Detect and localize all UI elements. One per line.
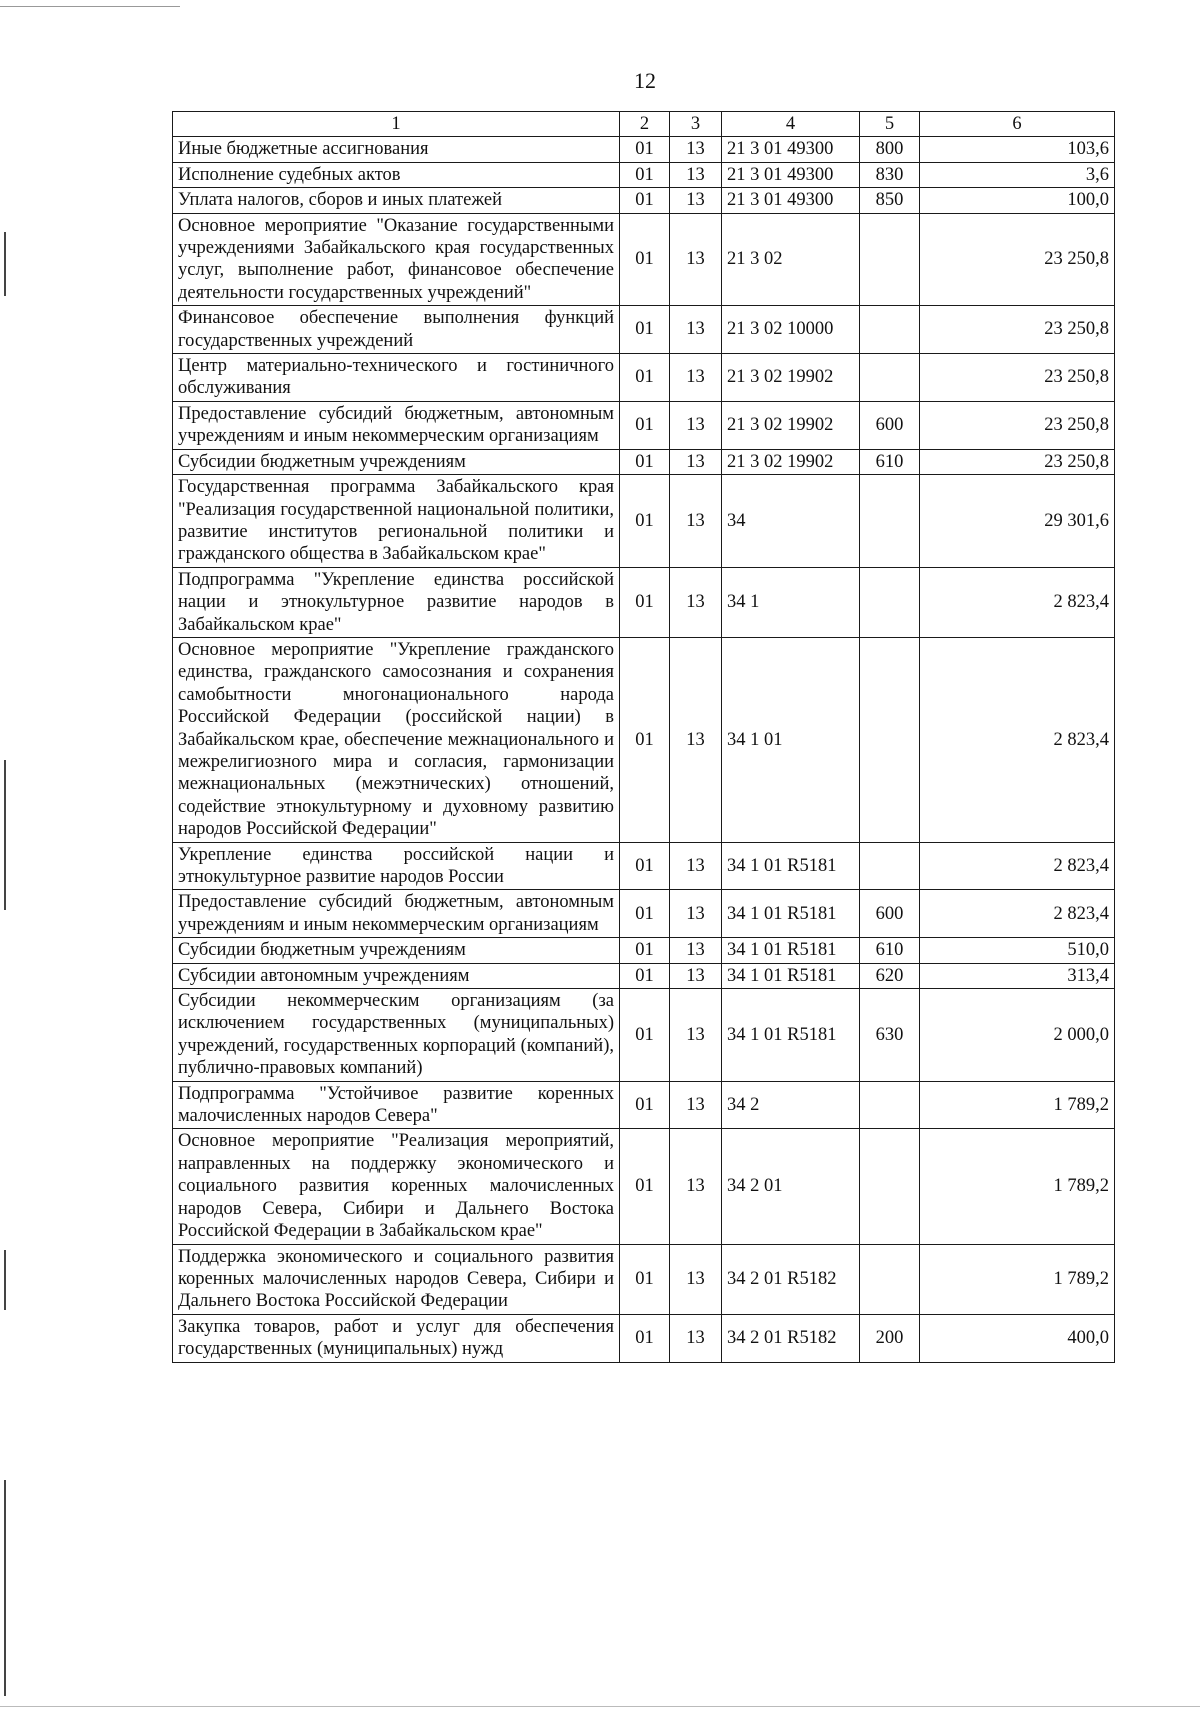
target-article-cell: 21 3 01 49300 bbox=[722, 188, 860, 213]
expense-type-cell bbox=[860, 637, 920, 842]
subsection-code-cell: 13 bbox=[670, 162, 722, 187]
row-name-cell: Уплата налогов, сборов и иных платежей bbox=[173, 188, 620, 213]
row-name-cell: Субсидии бюджетным учреждениям bbox=[173, 449, 620, 474]
amount-cell: 2 823,4 bbox=[920, 842, 1115, 890]
target-article-cell: 21 3 02 19902 bbox=[722, 354, 860, 402]
margin-mark bbox=[4, 760, 6, 910]
target-article-cell: 34 1 01 bbox=[722, 637, 860, 842]
table-row bbox=[173, 989, 1115, 1082]
row-name-cell: Государственная программа Забайкальского края "Реализация государственной национальной политики, развитие институтов региональной политики и гражданского общества в Забайкальском крае" bbox=[173, 475, 620, 568]
margin-mark bbox=[4, 232, 6, 296]
section-code-cell: 01 bbox=[620, 890, 670, 938]
section-code-cell: 01 bbox=[620, 637, 670, 842]
subsection-code-cell: 13 bbox=[670, 938, 722, 963]
amount-cell: 100,0 bbox=[920, 188, 1115, 213]
column-header: 6 bbox=[920, 112, 1115, 137]
table-row bbox=[173, 963, 1115, 988]
row-name-cell: Центр материально-технического и гостиничного обслуживания bbox=[173, 354, 620, 402]
expense-type-cell: 600 bbox=[860, 401, 920, 449]
row-name-cell: Предоставление субсидий бюджетным, автономным учреждениям и иным некоммерческим организациям bbox=[173, 890, 620, 938]
row-name-cell: Подпрограмма "Устойчивое развитие коренных малочисленных народов Севера" bbox=[173, 1081, 620, 1129]
expense-type-cell: 830 bbox=[860, 162, 920, 187]
amount-cell: 23 250,8 bbox=[920, 306, 1115, 354]
amount-cell: 23 250,8 bbox=[920, 213, 1115, 306]
target-article-cell: 34 1 01 R5181 bbox=[722, 963, 860, 988]
table-row bbox=[173, 188, 1115, 213]
target-article-cell: 34 bbox=[722, 475, 860, 568]
row-name-cell: Субсидии некоммерческим организациям (за исключением государственных (муниципальных) учреждений, государственных корпораций (компаний), публично-правовых компаний) bbox=[173, 989, 620, 1082]
subsection-code-cell: 13 bbox=[670, 137, 722, 162]
subsection-code-cell: 13 bbox=[670, 401, 722, 449]
expense-type-cell: 630 bbox=[860, 989, 920, 1082]
column-header: 1 bbox=[173, 112, 620, 137]
expense-type-cell: 200 bbox=[860, 1314, 920, 1362]
expense-type-cell bbox=[860, 1081, 920, 1129]
target-article-cell: 21 3 02 bbox=[722, 213, 860, 306]
target-article-cell: 21 3 01 49300 bbox=[722, 137, 860, 162]
column-header: 4 bbox=[722, 112, 860, 137]
section-code-cell: 01 bbox=[620, 137, 670, 162]
section-code-cell: 01 bbox=[620, 938, 670, 963]
subsection-code-cell: 13 bbox=[670, 354, 722, 402]
subsection-code-cell: 13 bbox=[670, 213, 722, 306]
target-article-cell: 34 1 01 R5181 bbox=[722, 938, 860, 963]
table-row bbox=[173, 475, 1115, 568]
expense-type-cell bbox=[860, 354, 920, 402]
row-name-cell: Иные бюджетные ассигнования bbox=[173, 137, 620, 162]
section-code-cell: 01 bbox=[620, 567, 670, 637]
amount-cell: 103,6 bbox=[920, 137, 1115, 162]
amount-cell: 1 789,2 bbox=[920, 1244, 1115, 1314]
amount-cell: 400,0 bbox=[920, 1314, 1115, 1362]
table-row bbox=[173, 1081, 1115, 1129]
amount-cell: 23 250,8 bbox=[920, 401, 1115, 449]
amount-cell: 23 250,8 bbox=[920, 354, 1115, 402]
row-name-cell: Исполнение судебных актов bbox=[173, 162, 620, 187]
section-code-cell: 01 bbox=[620, 188, 670, 213]
subsection-code-cell: 13 bbox=[670, 475, 722, 568]
target-article-cell: 21 3 02 19902 bbox=[722, 449, 860, 474]
table-row bbox=[173, 213, 1115, 306]
row-name-cell: Субсидии бюджетным учреждениям bbox=[173, 938, 620, 963]
subsection-code-cell: 13 bbox=[670, 1314, 722, 1362]
expense-type-cell bbox=[860, 1244, 920, 1314]
expense-type-cell: 620 bbox=[860, 963, 920, 988]
target-article-cell: 34 2 bbox=[722, 1081, 860, 1129]
subsection-code-cell: 13 bbox=[670, 890, 722, 938]
table-header-row bbox=[173, 112, 1115, 137]
table-row bbox=[173, 637, 1115, 842]
subsection-code-cell: 13 bbox=[670, 1081, 722, 1129]
subsection-code-cell: 13 bbox=[670, 188, 722, 213]
table-row bbox=[173, 1129, 1115, 1244]
subsection-code-cell: 13 bbox=[670, 1129, 722, 1244]
section-code-cell: 01 bbox=[620, 842, 670, 890]
section-code-cell: 01 bbox=[620, 306, 670, 354]
expense-type-cell: 600 bbox=[860, 890, 920, 938]
subsection-code-cell: 13 bbox=[670, 637, 722, 842]
expense-type-cell: 610 bbox=[860, 449, 920, 474]
table-row bbox=[173, 354, 1115, 402]
section-code-cell: 01 bbox=[620, 989, 670, 1082]
expense-type-cell bbox=[860, 475, 920, 568]
table-row bbox=[173, 567, 1115, 637]
section-code-cell: 01 bbox=[620, 963, 670, 988]
section-code-cell: 01 bbox=[620, 401, 670, 449]
section-code-cell: 01 bbox=[620, 1314, 670, 1362]
amount-cell: 23 250,8 bbox=[920, 449, 1115, 474]
section-code-cell: 01 bbox=[620, 1129, 670, 1244]
target-article-cell: 34 1 01 R5181 bbox=[722, 989, 860, 1082]
margin-mark bbox=[4, 1480, 6, 1696]
row-name-cell: Закупка товаров, работ и услуг для обеспечения государственных (муниципальных) нужд bbox=[173, 1314, 620, 1362]
row-name-cell: Основное мероприятие "Оказание государственными учреждениями Забайкальского края государственных услуг, выполнение работ, финансовое обеспечение деятельности государственных учреждений" bbox=[173, 213, 620, 306]
expense-type-cell bbox=[860, 567, 920, 637]
table-row bbox=[173, 1244, 1115, 1314]
subsection-code-cell: 13 bbox=[670, 963, 722, 988]
section-code-cell: 01 bbox=[620, 213, 670, 306]
margin-mark bbox=[4, 1250, 6, 1310]
amount-cell: 1 789,2 bbox=[920, 1081, 1115, 1129]
table-row bbox=[173, 306, 1115, 354]
table-row bbox=[173, 449, 1115, 474]
expense-type-cell: 610 bbox=[860, 938, 920, 963]
target-article-cell: 34 2 01 bbox=[722, 1129, 860, 1244]
amount-cell: 3,6 bbox=[920, 162, 1115, 187]
expense-type-cell: 800 bbox=[860, 137, 920, 162]
table-row bbox=[173, 938, 1115, 963]
subsection-code-cell: 13 bbox=[670, 567, 722, 637]
expense-type-cell bbox=[860, 1129, 920, 1244]
table-row bbox=[173, 890, 1115, 938]
column-header: 3 bbox=[670, 112, 722, 137]
row-name-cell: Укрепление единства российской нации и этнокультурное развитие народов России bbox=[173, 842, 620, 890]
column-header: 2 bbox=[620, 112, 670, 137]
amount-cell: 313,4 bbox=[920, 963, 1115, 988]
expense-type-cell bbox=[860, 842, 920, 890]
amount-cell: 2 823,4 bbox=[920, 890, 1115, 938]
table-row bbox=[173, 401, 1115, 449]
row-name-cell: Поддержка экономического и социального развития коренных малочисленных народов Севера, Сибири и Дальнего Востока Российской Федерации bbox=[173, 1244, 620, 1314]
column-header: 5 bbox=[860, 112, 920, 137]
target-article-cell: 34 2 01 R5182 bbox=[722, 1314, 860, 1362]
table-row bbox=[173, 137, 1115, 162]
target-article-cell: 34 1 bbox=[722, 567, 860, 637]
top-edge-rule bbox=[0, 6, 180, 7]
page-number: 12 bbox=[634, 68, 656, 93]
row-name-cell: Подпрограмма "Укрепление единства российской нации и этнокультурное развитие народов в Забайкальском крае" bbox=[173, 567, 620, 637]
subsection-code-cell: 13 bbox=[670, 1244, 722, 1314]
subsection-code-cell: 13 bbox=[670, 306, 722, 354]
target-article-cell: 34 1 01 R5181 bbox=[722, 890, 860, 938]
subsection-code-cell: 13 bbox=[670, 449, 722, 474]
amount-cell: 1 789,2 bbox=[920, 1129, 1115, 1244]
target-article-cell: 34 1 01 R5181 bbox=[722, 842, 860, 890]
row-name-cell: Предоставление субсидий бюджетным, автономным учреждениям и иным некоммерческим организациям bbox=[173, 401, 620, 449]
row-name-cell: Основное мероприятие "Укрепление гражданского единства, гражданского самосознания и сохранения самобытности многонационального народа Российской Федерации (российской нации) в Забайкальском крае, обеспечение межнационального и межрелигиозного мира и согласия, гармонизации межнациональных (межэтнических) отношений, содействие этнокультурному и духовному развитию народов Российской Федерации" bbox=[173, 637, 620, 842]
target-article-cell: 21 3 02 19902 bbox=[722, 401, 860, 449]
amount-cell: 510,0 bbox=[920, 938, 1115, 963]
target-article-cell: 21 3 01 49300 bbox=[722, 162, 860, 187]
table-row bbox=[173, 162, 1115, 187]
subsection-code-cell: 13 bbox=[670, 989, 722, 1082]
section-code-cell: 01 bbox=[620, 1244, 670, 1314]
expense-type-cell bbox=[860, 306, 920, 354]
subsection-code-cell: 13 bbox=[670, 842, 722, 890]
section-code-cell: 01 bbox=[620, 1081, 670, 1129]
section-code-cell: 01 bbox=[620, 354, 670, 402]
table-row bbox=[173, 842, 1115, 890]
amount-cell: 2 000,0 bbox=[920, 989, 1115, 1082]
amount-cell: 29 301,6 bbox=[920, 475, 1115, 568]
target-article-cell: 21 3 02 10000 bbox=[722, 306, 860, 354]
amount-cell: 2 823,4 bbox=[920, 637, 1115, 842]
expense-type-cell: 850 bbox=[860, 188, 920, 213]
section-code-cell: 01 bbox=[620, 475, 670, 568]
section-code-cell: 01 bbox=[620, 162, 670, 187]
amount-cell: 2 823,4 bbox=[920, 567, 1115, 637]
budget-table bbox=[172, 111, 1115, 1363]
row-name-cell: Основное мероприятие "Реализация мероприятий, направленных на поддержку экономического и социального развития коренных малочисленных народов Севера, Сибири и Дальнего Востока Российской Федерации в Забайкальском крае" bbox=[173, 1129, 620, 1244]
row-name-cell: Субсидии автономным учреждениям bbox=[173, 963, 620, 988]
row-name-cell: Финансовое обеспечение выполнения функций государственных учреждений bbox=[173, 306, 620, 354]
table-row bbox=[173, 1314, 1115, 1362]
expense-type-cell bbox=[860, 213, 920, 306]
section-code-cell: 01 bbox=[620, 449, 670, 474]
target-article-cell: 34 2 01 R5182 bbox=[722, 1244, 860, 1314]
bottom-edge-rule bbox=[0, 1706, 1200, 1707]
